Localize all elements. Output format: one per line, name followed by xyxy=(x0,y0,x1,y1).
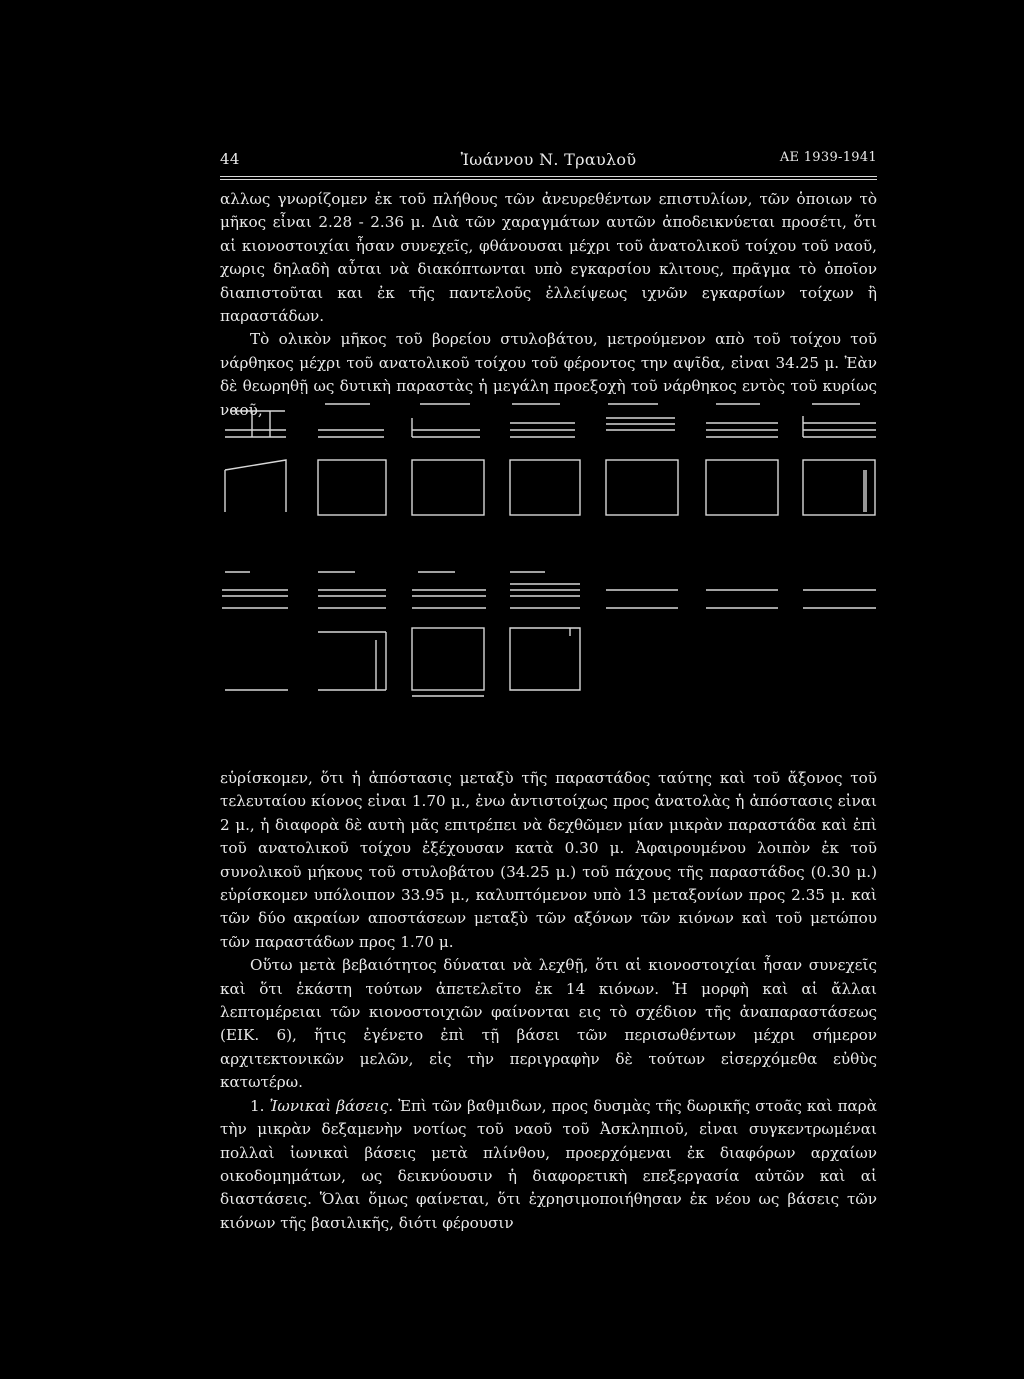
paragraph: Τὸ ολικὸν μῆκος τοῦ βορείου στυλοβάτου, μετρούμενον απὸ τοῦ τοίχου τοῦ νάρθηκος μέχρι τοῦ ανατολικοῦ τοίχου τοῦ φέροντος την αψῖδα, εἰναι 34.25 μ. Ἐὰν δὲ θεωρηθῇ ως δυτικὴ παραστὰς ἡ μεγάλη προεξοχὴ τοῦ νάρθηκος εντὸς τοῦ κυρίως ναοῦ, xyxy=(220,330,877,419)
paragraph-body: Ἐπὶ τῶν βαθμιδων, προς δυσμὰς τῆς δωρικῆς στοᾶς καὶ παρὰ τὴν μικρὰν δεξαμενὴν νοτίως τοῦ ναοῦ τοῦ Ἀσκληπιοῦ, εἰναι συγκεντρωμέναι πολλαὶ ἰωνικαὶ βάσεις μετὰ πλίνθου, προερχόμεναι ἐκ διαφόρων αρχαίων οικοδομημάτων, ως δεικνύουσιν ἡ διαφορετικὴ επεξεργασία αὐτῶν καὶ αἱ διαστάσεις. Ὅλαι ὅμως φαίνεται, ὅτι ἐχρησιμοποιήθησαν ἐκ νέου ως βάσεις τῶν κιόνων τῆς βασιλικῆς, διότι φέρουσιν xyxy=(220,1096,877,1232)
section-number: 1. xyxy=(250,1096,270,1115)
paragraph: αλλως γνωρίζομεν ἐκ τοῦ πλήθους τῶν ἀνευρεθέντων επιστυλίων, τῶν ὁποιων τὸ μῆκος εἶναι 2.28 - 2.36 μ. Διὰ τῶν χαραγμάτων αυτῶν ἀποδεικνύεται προσέτι, ὅτι αἱ κιονοστοιχίαι ἦσαν συνεχεῖς, φθάνουσαι μέχρι τοῦ ἀνατολικοῦ τοίχου τοῦ ναοῦ, χωρις δηλαδὴ αὗται νὰ διακόπτωνται υπὸ εγκαρσίου κλιτους, πρᾶγμα τὸ ὁποῖον διαπιστοῦται και ἐκ τῆς παντελοῦς ἐλλείψεως ιχνῶν εγκαρσίων τοίχων ἢ παραστάδων. xyxy=(220,190,877,326)
paragraph: εὑρίσκομεν, ὅτι ἡ ἀπόστασις μεταξὺ τῆς παραστάδος ταύτης καὶ τοῦ ἄξονος τοῦ τελευταίου κίονος εἰναι 1.70 μ., ἐνω ἀντιστοίχως προς ἀνατολὰς ἡ ἀπόστασις εἰναι 2 μ., ἡ διαφορὰ δὲ αυτὴ μᾶς επιτρέπει νὰ δεχθῶμεν μίαν μικρὰν παραστάδα καὶ ἐπὶ τοῦ ανατολικοῦ τοίχου ἐξέχουσαν κατὰ 0.30 μ. Ἀφαιρουμένου λοιπὸν ἐκ τοῦ συνολικοῦ μήκους τοῦ στυλοβάτου (34.25 μ.) τοῦ πάχους τῆς παραστάδος (0.30 μ.) εὑρίσκομεν υπόλοιπον 33.95 μ., καλυπτόμενον υπὸ 13 μεταξονίων προς 2.35 μ. καὶ τῶν δύο ακραίων αποστάσεων μεταξὺ τῶν αξόνων τῶν κιόνων καὶ τοῦ μετώπου τῶν παραστάδων προς 1.70 μ. xyxy=(220,769,877,951)
page-number: 44 xyxy=(220,150,240,168)
paragraph xyxy=(220,1095,877,1235)
journal-reference: ΑΕ 1939-1941 xyxy=(779,150,877,165)
running-title-author: Ἰωάννου Ν. Τραυλοῦ xyxy=(460,150,637,169)
text-block-bottom xyxy=(220,767,877,1235)
section-heading: Ἰωνικαὶ βάσεις. xyxy=(269,1096,394,1115)
paragraph: Οὕτω μετὰ βεβαιότητος δύναται νὰ λεχθῇ, ὅτι αἱ κιονοστοιχίαι ἦσαν συνεχεῖς καὶ ὅτι ἑκάστη τούτων ἀπετελεῖτο ἐκ 14 κιόνων. Ἡ μορφὴ καὶ αἱ ἄλλαι λεπτομέρειαι τῶν κιονοστοιχιῶν φαίνονται εις τὸ σχέδιον τῆς ἀναπαραστάσεως (ΕΙΚ. 6), ἥτις ἐγένετο ἐπὶ τῇ βάσει τῶν περισωθέντων μέχρι σήμερον αρχιτεκτονικῶν μελῶν, εἰς τὴν περιγραφὴν δὲ τούτων εἰσερχόμεθα εὐθὺς κατωτέρω. xyxy=(220,956,877,1092)
